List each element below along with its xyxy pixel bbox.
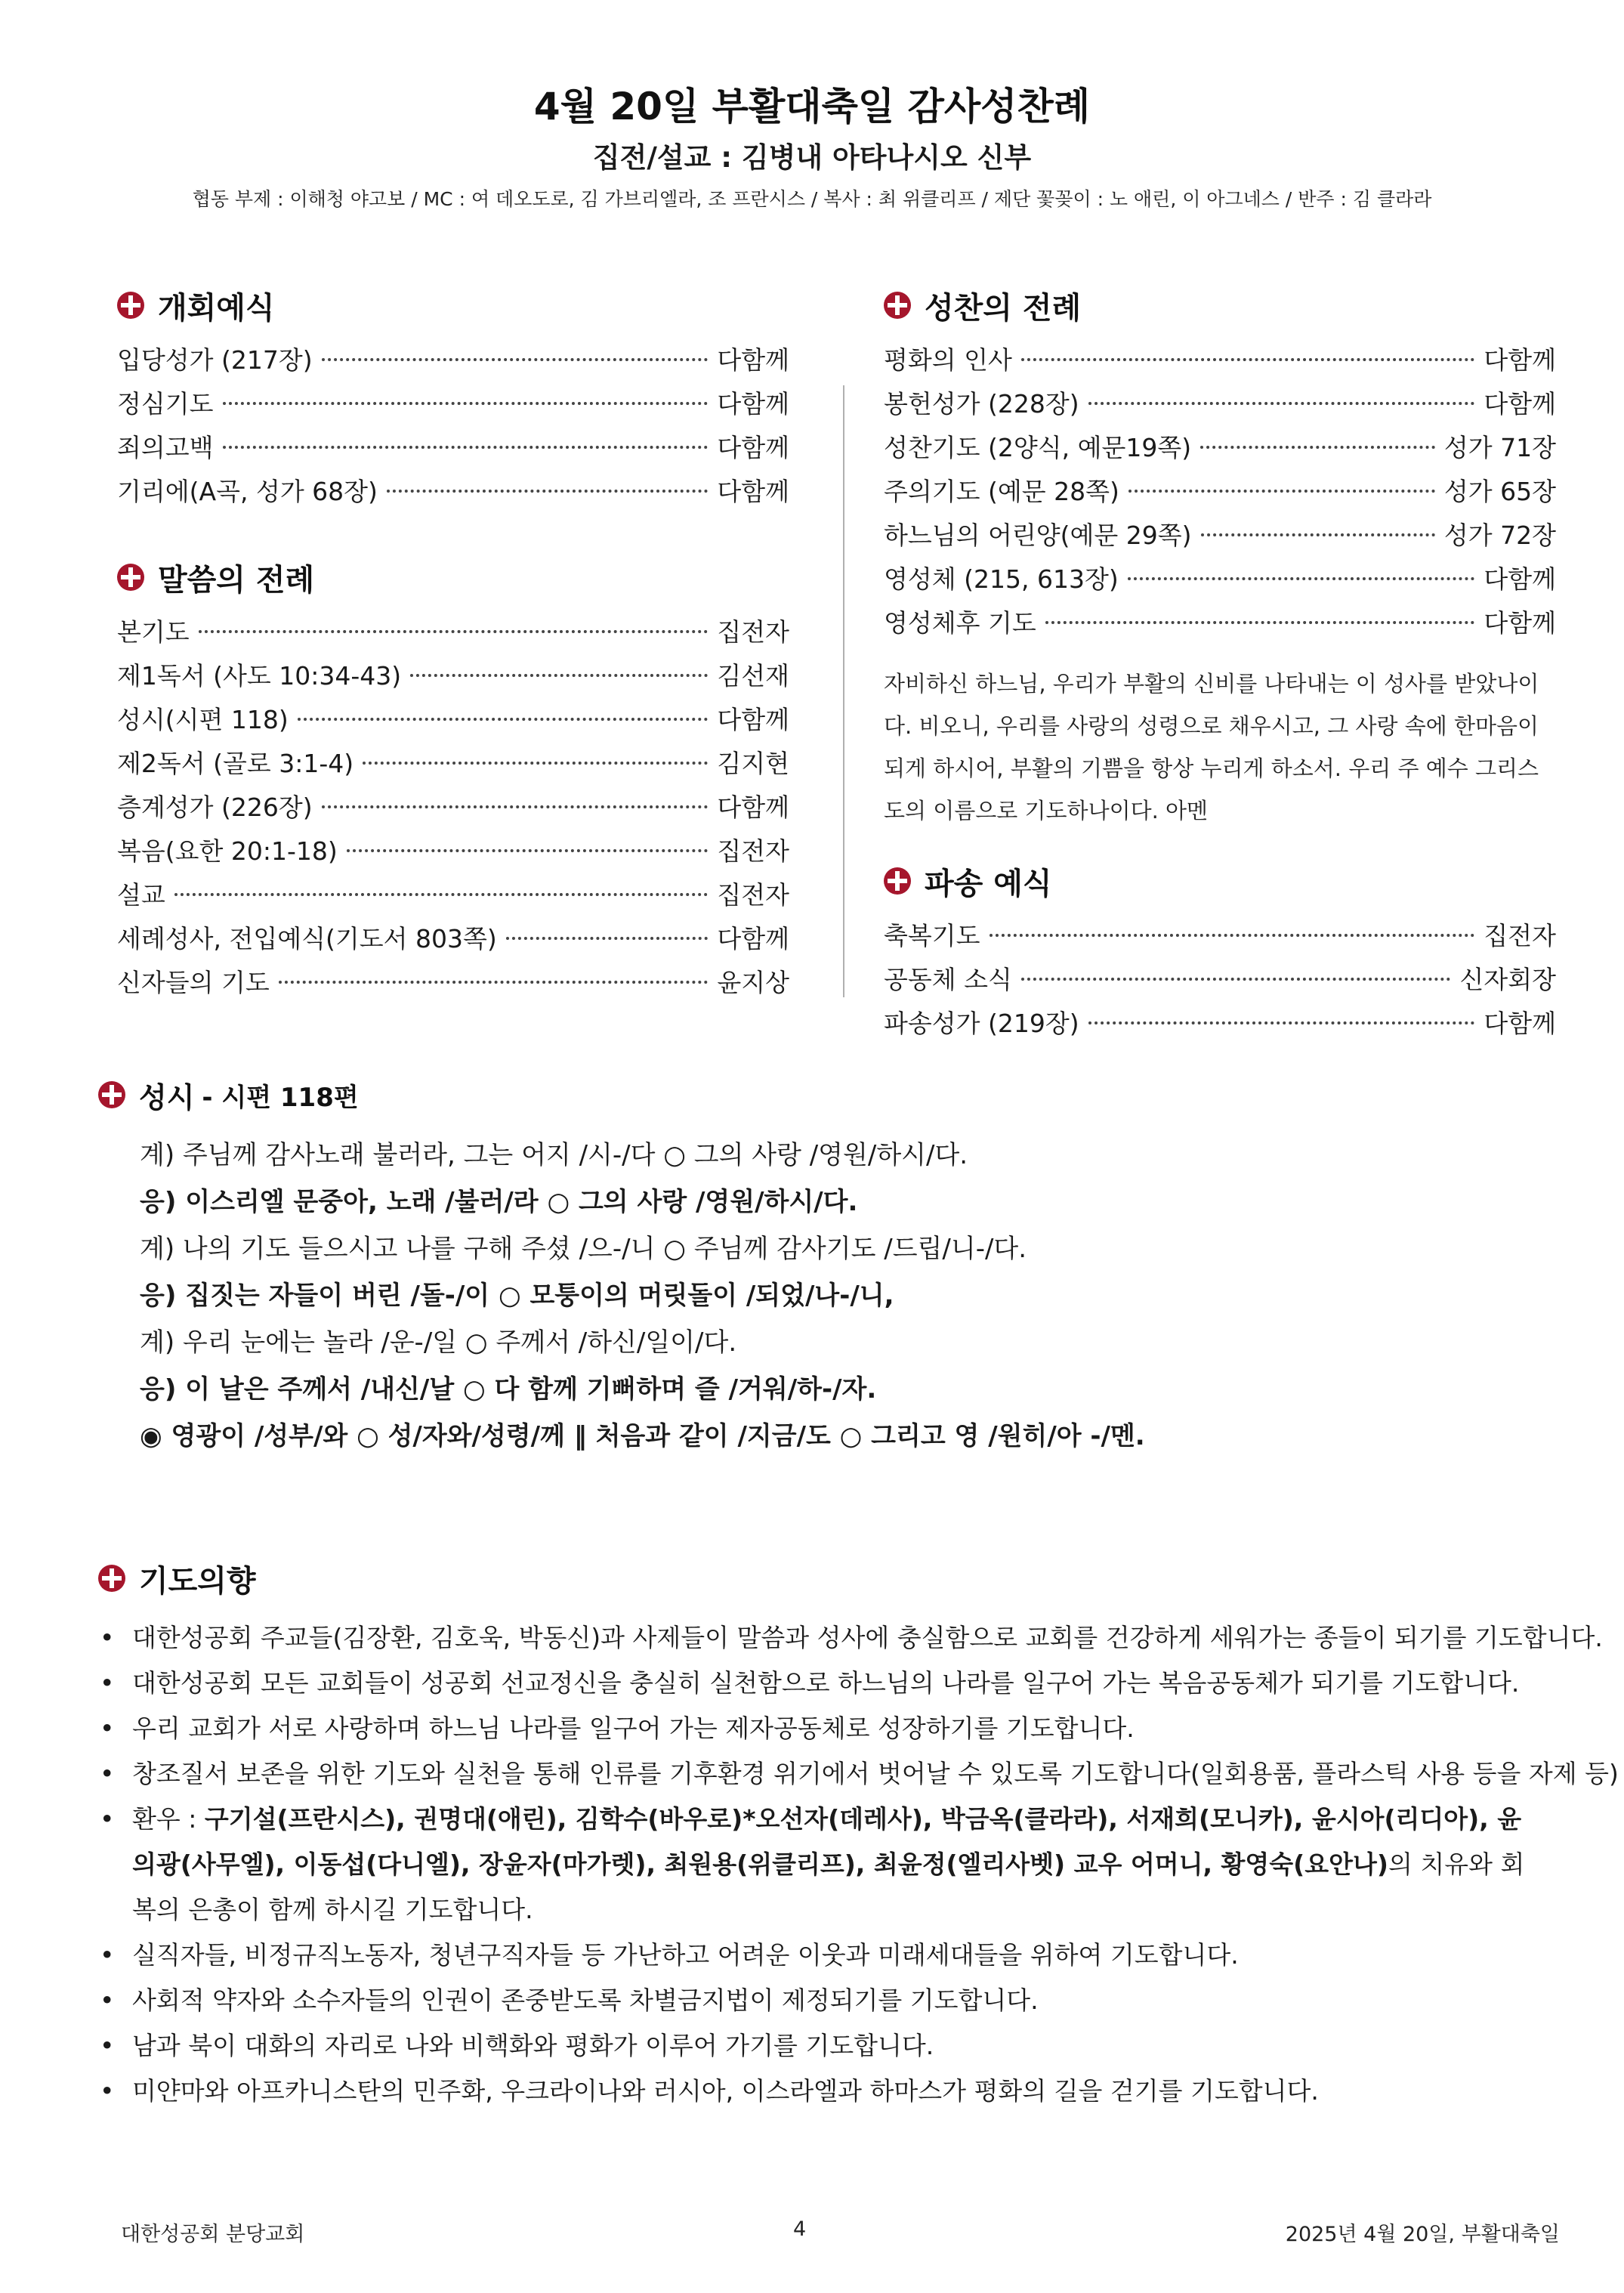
row-value: 다함께 [1484, 608, 1556, 638]
roles-line: 협동 부제 : 이해청 야고보 / MC : 여 데오도로, 김 가브리엘라, 조 프란시스 / 복사 : 최 위클리프 / 제단 꽃꽂이 : 노 애린, 이 아그네스 / 반주 : 김 클라라 [192, 188, 1432, 210]
intentions-heading [98, 1556, 1533, 1600]
row-label: 영성체후 기도 [884, 608, 1036, 638]
order-row [884, 472, 1556, 516]
intention-item: • 남과 북이 대화의 자리로 나와 비핵화와 평화가 이루어 가기를 기도합니다. [98, 2023, 1533, 2069]
row-label: 정심기도 [117, 389, 214, 419]
psalm-verse: 응) 이스리엘 문중아, 노래 /불러/라 ○ 그의 사랑 /영원/하시/다. [140, 1187, 858, 1217]
order-row [884, 604, 1556, 647]
opening-heading [117, 283, 789, 327]
row-label: 층계성가 (226장) [117, 793, 313, 822]
row-value: 다함께 [1484, 345, 1556, 375]
order-row [117, 919, 789, 963]
row-value: 성가 65장 [1443, 477, 1556, 506]
order-row [117, 385, 789, 428]
order-row [884, 385, 1556, 428]
psalm-verse: 응) 이 날은 주께서 /내신/날 ○ 다 함께 기뻐하며 즐 /거워/하-/자. [140, 1374, 877, 1405]
intention-item: • 대한성공회 주교들(김장환, 김호욱, 박동신)과 사제들이 말씀과 성사에 충실함으로 교회를 건강하게 세워가는 종들이 되기를 기도합니다. [98, 1615, 1533, 1661]
dot-leader [347, 849, 709, 852]
intentions-title: 기도의향 [139, 1563, 256, 1599]
word-heading [117, 555, 789, 599]
row-label: 입당성가 (217장) [117, 345, 313, 375]
dot-leader [322, 358, 709, 361]
dot-leader [1128, 490, 1435, 493]
column-divider [843, 385, 844, 997]
order-row [117, 788, 789, 832]
order-row [117, 832, 789, 876]
dot-leader [1088, 402, 1475, 405]
row-label: 성시(시편 118) [117, 705, 289, 734]
dismissal-title: 파송 예식 [925, 866, 1052, 901]
intentions-section [98, 1556, 1619, 2114]
row-label: 죄의고백 [117, 433, 214, 462]
dot-leader [298, 718, 709, 721]
row-value: 신자회장 [1459, 965, 1556, 994]
row-value: 집전자 [717, 617, 789, 647]
row-label: 기리에(A곡, 성가 68장) [117, 477, 378, 506]
row-value: 다함께 [717, 924, 789, 953]
order-row [884, 916, 1556, 960]
row-label: 본기도 [117, 617, 190, 647]
row-value: 다함께 [717, 705, 789, 734]
red-cross-icon [884, 867, 911, 895]
dot-leader [410, 674, 708, 677]
row-label: 설교 [117, 880, 165, 910]
dot-leader [1021, 358, 1474, 361]
dot-leader [1201, 533, 1435, 536]
row-label: 세례성사, 전입예식(기도서 803쪽) [117, 924, 497, 953]
red-cross-icon [98, 1565, 125, 1592]
dot-leader [1088, 1021, 1475, 1024]
order-row [117, 657, 789, 700]
intention-item: • 사회적 약자와 소수자들의 인권이 존중받도록 차별금지법이 제정되기를 기도합니다. [98, 1978, 1533, 2023]
page-header [0, 83, 1624, 212]
order-row [884, 341, 1556, 385]
psalm-verse: 계) 주님께 감사노래 불러라, 그는 어지 /시-/다 ○ 그의 사랑 /영원/하시/다. [140, 1140, 968, 1170]
dot-leader [279, 981, 709, 984]
intention-item: • 창조질서 보존을 위한 기도와 실천을 통해 인류를 기후환경 위기에서 벗어날 수 있도록 기도합니다(일회용품, 플라스틱 사용 등을 자제 등) [98, 1751, 1533, 1797]
dot-leader [990, 934, 1475, 937]
dot-leader [1200, 446, 1435, 449]
row-label: 복음(요한 20:1-18) [117, 836, 338, 866]
dot-leader [363, 762, 708, 765]
row-value: 성가 72장 [1443, 521, 1556, 550]
order-row [117, 428, 789, 472]
dismissal-heading [884, 859, 1556, 903]
order-row [884, 1004, 1556, 1048]
patients-names: 구기설(프란시스), 권명대(애린), 김학수(바우로)*오선자(데레사), 박금옥(클라라), 서재희(모니카), 윤시아(리디아), 윤의광(사무엘), 이동섭(다니엘), 장윤자(마가렛), 최원용(위클리프), 최윤정(엘리사벳) 교우 어머니, 황영숙(요안나) [132, 1804, 1522, 1879]
psalm-verse: 응) 집짓는 자들이 버린 /돌-/이 ○ 모퉁이의 머릿돌이 /되었/나-/니, [140, 1281, 894, 1311]
dot-leader [322, 805, 709, 808]
celebrant-line: 집전/설교 : 김병내 아타나시오 신부 [592, 141, 1032, 174]
order-row [117, 963, 789, 1007]
post-communion-prayer: 자비하신 하느님, 우리가 부활의 신비를 나타내는 이 성사를 받았나이다. 비오니, 우리를 사랑의 성령으로 채우시고, 그 사랑 속에 한마음이 되게 하시어, 부활의 기쁨을 항상 누리게 하소서. 우리 주 예수 그리스도의 이름으로 기도하나이다. 아멘 [884, 671, 1539, 824]
eucharist-rows [884, 341, 1556, 647]
order-row [884, 516, 1556, 560]
psalm-title: 성시 [139, 1080, 195, 1114]
psalm-heading [98, 1073, 1533, 1117]
opening-rows [117, 341, 789, 516]
order-row [117, 700, 789, 744]
order-row [117, 613, 789, 657]
order-row [884, 428, 1556, 472]
row-value: 집전자 [717, 836, 789, 866]
red-cross-icon [117, 564, 144, 591]
row-value: 김선재 [717, 661, 789, 691]
left-column [117, 283, 789, 1007]
psalm-verse: 계) 나의 기도 들으시고 나를 구해 주셨 /으-/니 ○ 주님께 감사기도 /드립/니-/다. [140, 1234, 1027, 1264]
dot-leader [223, 446, 709, 449]
word-rows [117, 613, 789, 1007]
row-label: 평화의 인사 [884, 345, 1012, 375]
dot-leader [506, 937, 709, 940]
footer-church: 대한성공회 분당교회 [121, 2223, 305, 2246]
order-row [117, 876, 789, 919]
row-label: 주의기도 (예문 28쪽) [884, 477, 1119, 506]
doxology-verse: ◉ 영광이 /성부/와 ○ 성/자와/성령/께 ‖ 처음과 같이 /지금/도 ○ 그리고 영 /원히/아 -/멘. [140, 1421, 1145, 1451]
red-cross-icon [98, 1081, 125, 1108]
right-column [884, 283, 1556, 1048]
row-value: 다함께 [717, 793, 789, 822]
row-value: 다함께 [717, 433, 789, 462]
order-row [117, 472, 789, 516]
red-cross-icon [117, 292, 144, 319]
dot-leader [1021, 978, 1451, 981]
dismissal-section [884, 859, 1556, 1048]
row-value: 집전자 [1484, 921, 1556, 950]
row-label: 하느님의 어린양(예문 29쪽) [884, 521, 1192, 550]
dot-leader [199, 630, 709, 633]
eucharist-heading [884, 283, 1556, 327]
row-value: 성가 71장 [1443, 433, 1556, 462]
intention-item: • 우리 교회가 서로 사랑하며 하느님 나라를 일구어 가는 제자공동체로 성장하기를 기도합니다. [98, 1706, 1533, 1751]
row-label: 성찬기도 (2양식, 예문19쪽) [884, 433, 1192, 462]
eucharist-title: 성찬의 전례 [925, 290, 1082, 326]
row-value: 다함께 [717, 345, 789, 375]
eucharist-section [884, 283, 1556, 832]
row-value: 윤지상 [717, 968, 789, 997]
row-label: 공동체 소식 [884, 965, 1012, 994]
dot-leader [387, 490, 708, 493]
word-section [117, 555, 789, 1007]
opening-title: 개회예식 [158, 290, 275, 326]
row-value: 다함께 [1484, 389, 1556, 419]
order-row [884, 560, 1556, 604]
patients-prefix: 환우 : [132, 1804, 205, 1834]
psalm-verses [140, 1132, 1533, 1460]
intentions-list [98, 1615, 1619, 2114]
intention-item: • 대한성공회 모든 교회들이 성공회 선교정신을 충실히 실천함으로 하느님의 나라를 일구어 가는 복음공동체가 되기를 기도합니다. [98, 1661, 1533, 1706]
order-row [884, 960, 1556, 1004]
intention-item: • 미얀마와 아프카니스탄의 민주화, 우크라이나와 러시아, 이스라엘과 하마스가 평화의 길을 걷기를 기도합니다. [98, 2069, 1533, 2114]
intention-item-patients [98, 1797, 1533, 1933]
row-label: 파송성가 (219장) [884, 1009, 1079, 1038]
dot-leader [1128, 577, 1475, 580]
row-value: 집전자 [717, 880, 789, 910]
row-label: 축복기도 [884, 921, 980, 950]
psalm-section [98, 1073, 1533, 1460]
dot-leader [1045, 621, 1475, 624]
row-value: 다함께 [1484, 564, 1556, 594]
row-value: 김지현 [717, 749, 789, 778]
opening-section [117, 283, 789, 516]
row-label: 제1독서 (사도 10:34-43) [117, 661, 402, 691]
patients-suffix: 의 치유와 회복의 은총이 함께 하시길 기도합니다. [132, 1850, 1525, 1924]
order-row [117, 744, 789, 788]
footer-date: 2025년 4월 20일, 부활대축일 [1285, 2223, 1560, 2246]
footer-page-number: 4 [793, 2217, 807, 2241]
row-label: 영성체 (215, 613장) [884, 564, 1119, 594]
dot-leader [174, 893, 709, 896]
page-title: 4월 20일 부활대축일 감사성찬례 [533, 85, 1091, 128]
row-value: 다함께 [717, 477, 789, 506]
row-value: 다함께 [1484, 1009, 1556, 1038]
row-value: 다함께 [717, 389, 789, 419]
psalm-subtitle: - 시편 118편 [202, 1082, 359, 1113]
dismissal-rows [884, 916, 1556, 1048]
row-label: 신자들의 기도 [117, 968, 270, 997]
row-label: 제2독서 (골로 3:1-4) [117, 749, 354, 778]
row-label: 봉헌성가 (228장) [884, 389, 1079, 419]
red-cross-icon [884, 292, 911, 319]
psalm-verse: 계) 우리 눈에는 놀라 /운-/일 ○ 주께서 /하신/일이/다. [140, 1327, 737, 1358]
intention-item: • 실직자들, 비정규직노동자, 청년구직자들 등 가난하고 어려운 이웃과 미래세대들을 위하여 기도합니다. [98, 1933, 1533, 1978]
dot-leader [223, 402, 709, 405]
order-row [117, 341, 789, 385]
word-title: 말씀의 전례 [158, 562, 315, 598]
